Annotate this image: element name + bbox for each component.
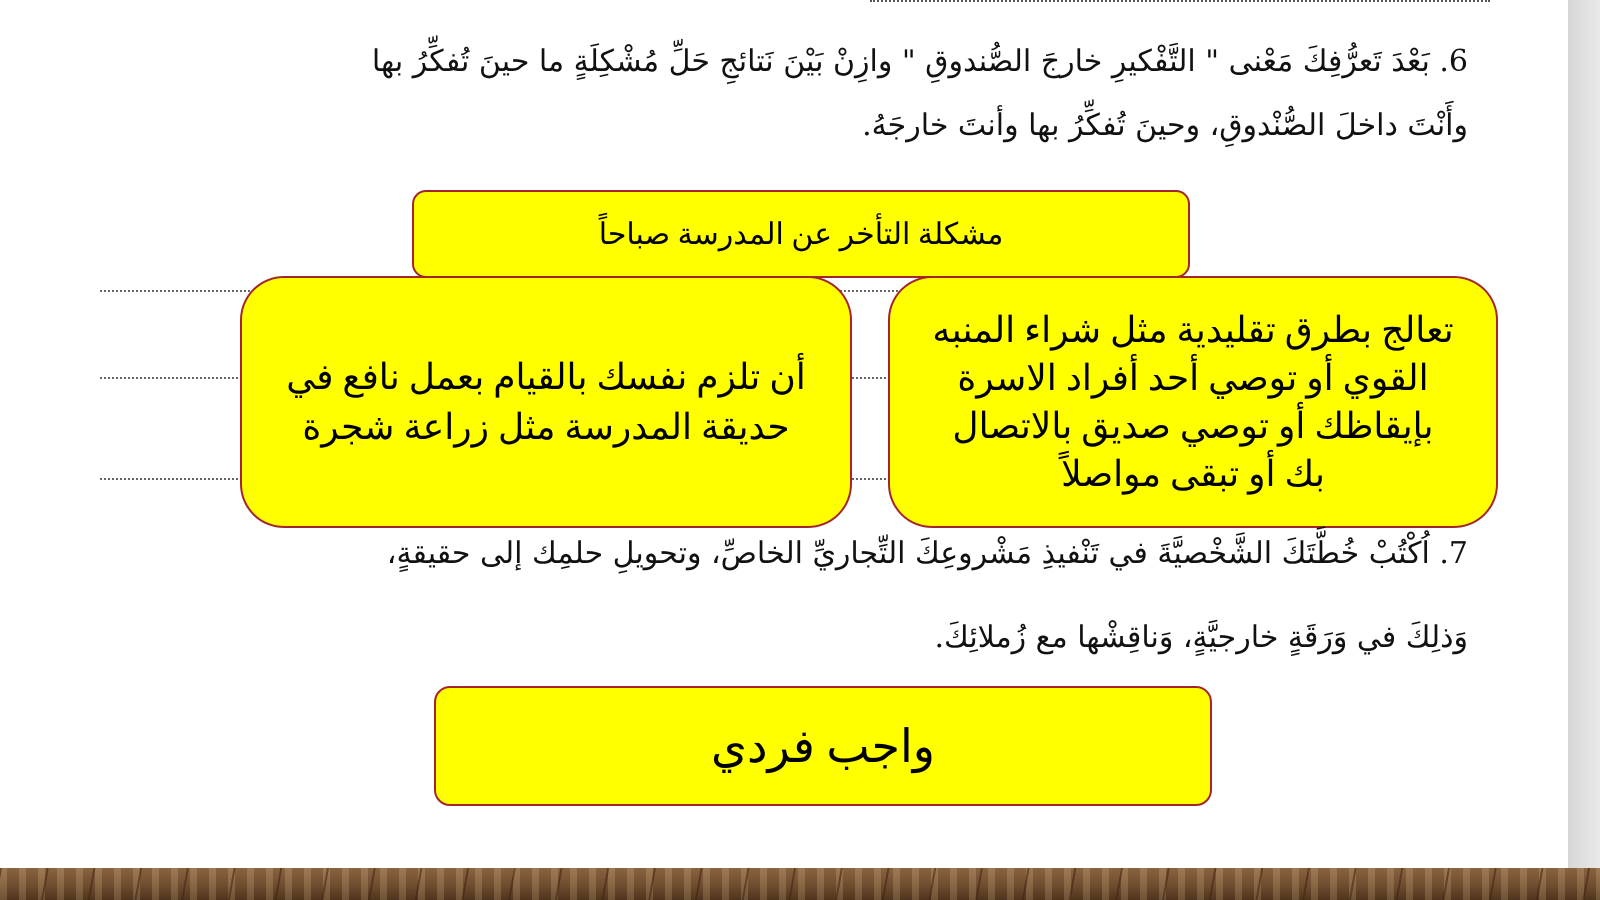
inside-box-answer-text: تعالج بطرق تقليدية مثل شراء المنبه القوي أو توصي أحد أفراد الاسرة بإيقاظك أو توصي صديق بالاتصال بك أو تبقى مواصلاً — [932, 310, 1454, 494]
question-6-line-2: وأَنْتَ داخلَ الصُّنْدوقِ، وحينَ تُفكِّرُ بها وأنتَ خارجَهُ. — [862, 108, 1468, 143]
question-7-line-1: 7. اُكْتُبْ خُطَّتَكَ الشَّخْصيَّةَ في تَنْفيذِ مَشْروعِكَ التِّجاريِّ الخاصِّ، وتحويلِ حلمِك إلى حقيقةٍ، — [386, 536, 1468, 571]
outside-box-answer-text: أن تلزم نفسك بالقيام بعمل نافع في حديقة المدرسة مثل زراعة شجرة — [286, 357, 806, 447]
question-7-line-2: وَذلِكَ في وَرَقَةٍ خارجيَّةٍ، وَناقِشْها مع زُملائِكَ. — [934, 620, 1468, 655]
question-6-line-1: 6. بَعْدَ تَعرُّفِكَ مَعْنى " التَّفْكيرِ خارجَ الصُّندوقِ " وازِنْ بَيْنَ نَتائجِ حَلِّ مُشْكِلَةٍ ما حينَ تُفكِّرُ بها — [371, 44, 1468, 79]
problem-box-text: مشكلة التأخر عن المدرسة صباحاً — [598, 217, 1004, 251]
homework-box — [434, 686, 1212, 806]
slide-edge-strip — [1568, 0, 1600, 868]
inside-box-answer — [888, 276, 1498, 528]
problem-box — [412, 190, 1190, 278]
wooden-floor-background — [0, 868, 1600, 900]
answer-dotted-line-top — [870, 0, 1490, 8]
homework-box-text: واجب فردي — [711, 721, 935, 772]
outside-box-answer — [240, 276, 852, 528]
